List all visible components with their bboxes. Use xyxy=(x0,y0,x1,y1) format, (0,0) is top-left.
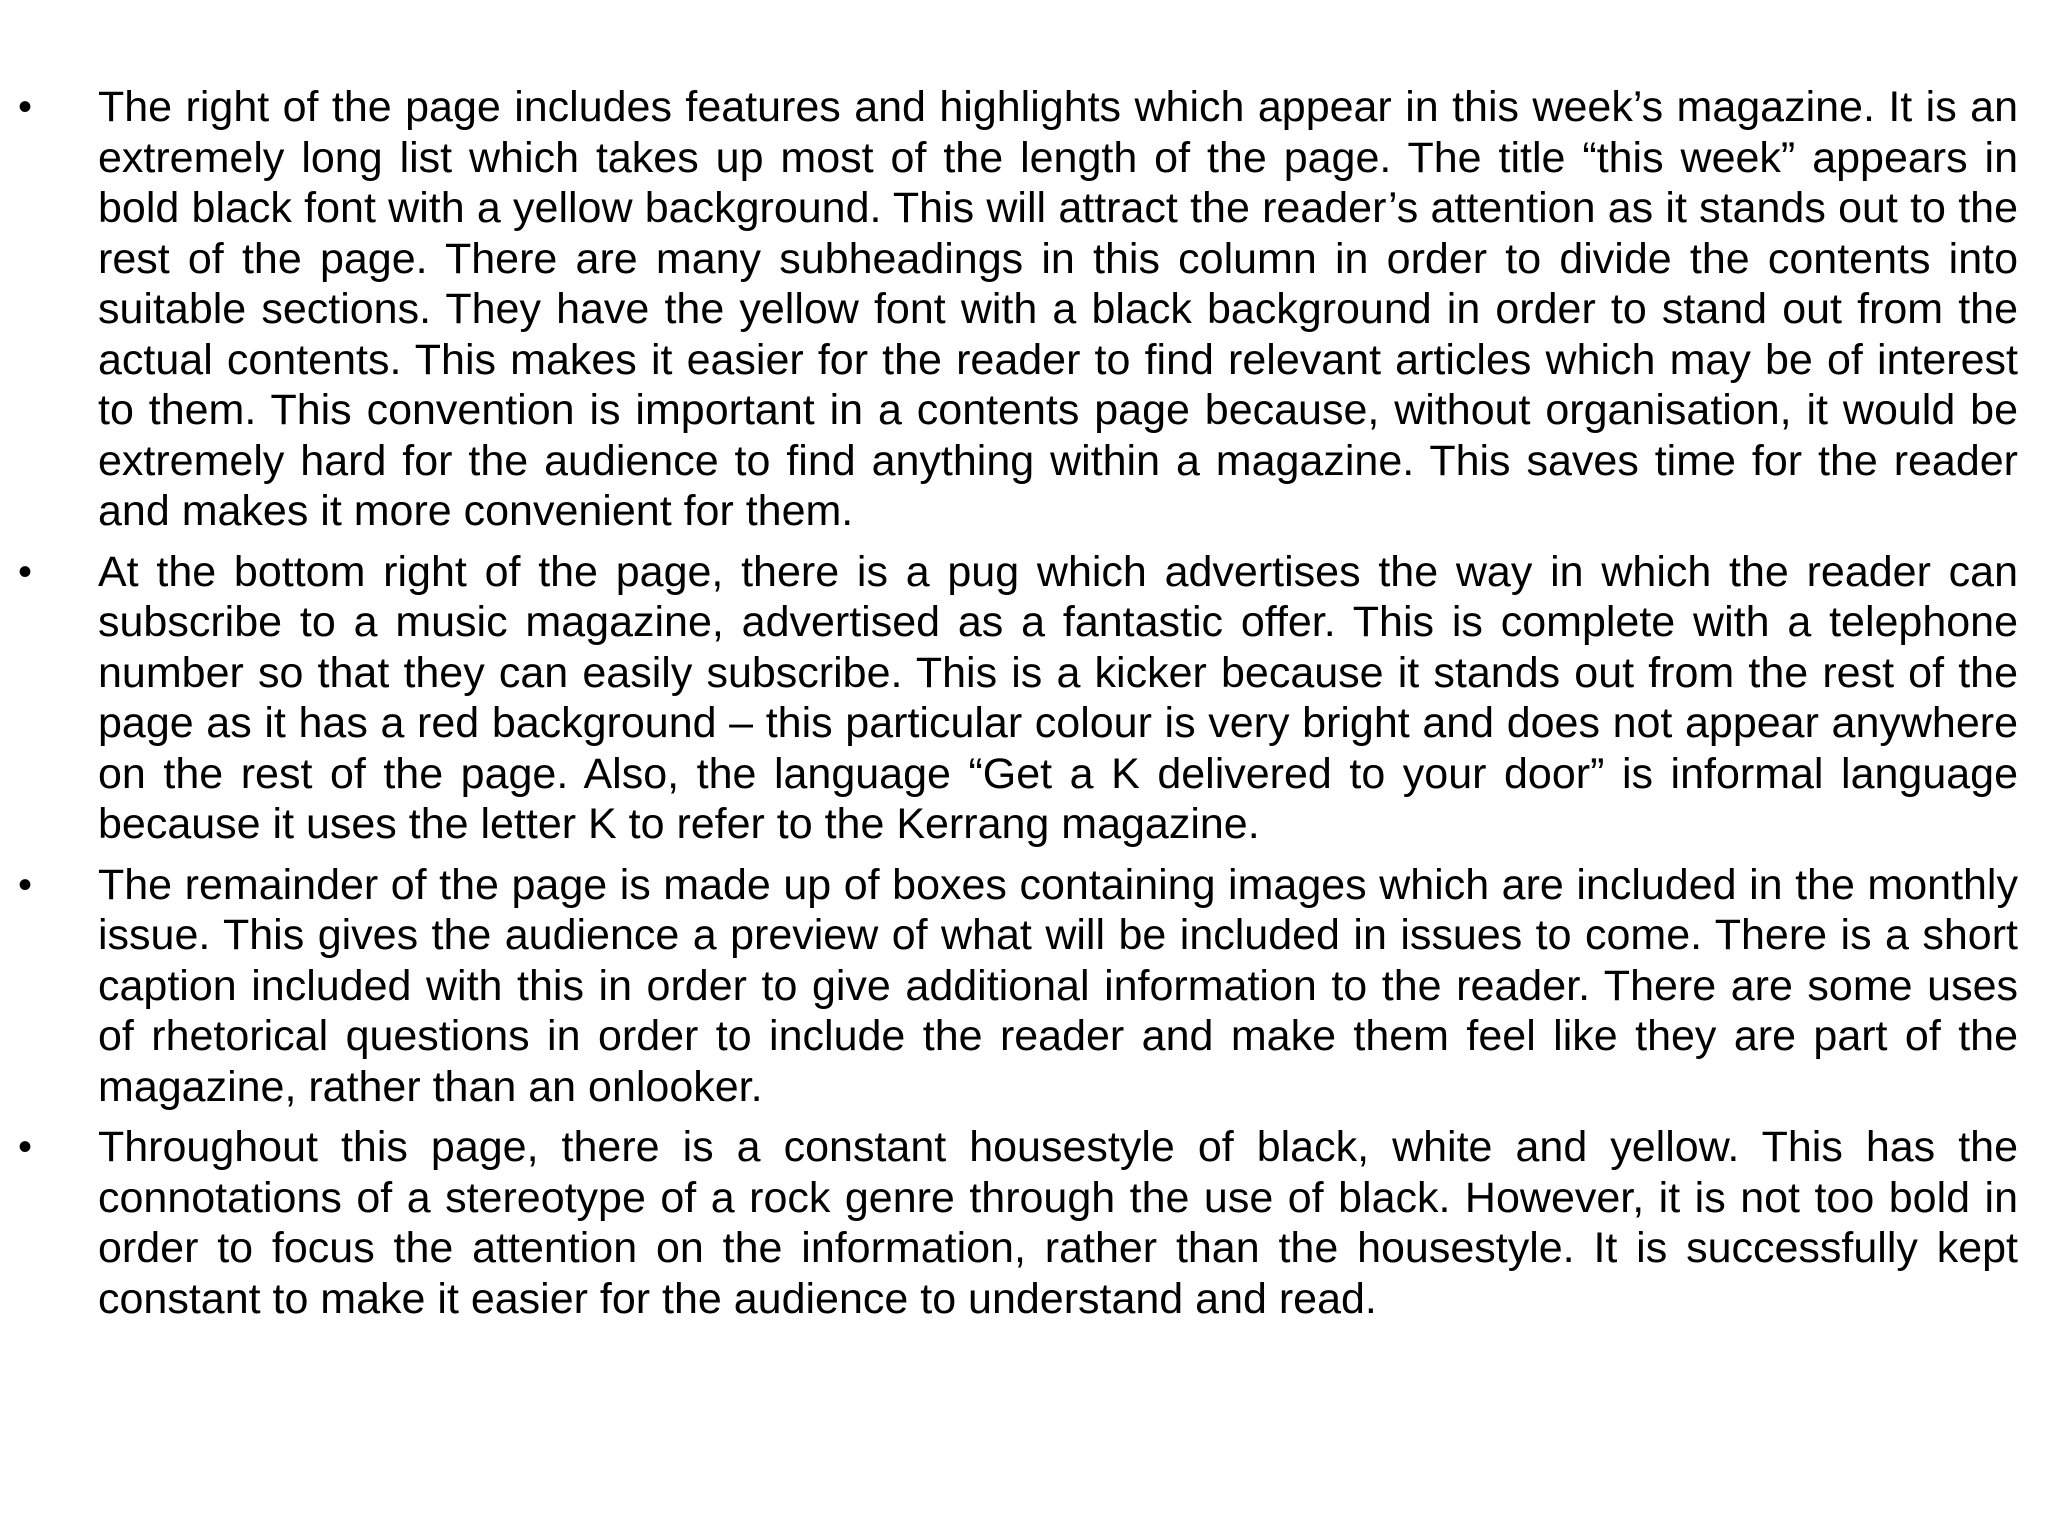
bullet-item-housestyle xyxy=(18,1122,2018,1324)
bullet-icon: • xyxy=(18,549,33,594)
bullet-text: The right of the page includes features and highlights which appear in this week’s magazine. It is an extremely long list which takes up most of the length of the page. The title “this week” appears in bold black font with a yellow background. This will attract the reader’s attention as it stands out to the rest of the page. There are many subheadings in this column in order to divide the contents into suitable sections. They have the yellow font with a black background in order to stand out from the actual contents. This makes it easier for the reader to find relevant articles which may be of interest to them. This convention is important in a contents page because, without organisation, it would be extremely hard for the audience to find anything within a magazine. This saves time for the reader and makes it more convenient for them. xyxy=(98,83,2018,535)
bullet-list xyxy=(18,82,2018,1334)
bullet-text: The remainder of the page is made up of boxes containing images which are included in the monthly issue. This gives the audience a preview of what will be included in issues to come. There is a short caption included with this in order to give additional information to the reader. There are some uses of rhetorical questions in order to include the reader and make them feel like they are part of the magazine, rather than an onlooker. xyxy=(98,860,2018,1111)
bullet-icon: • xyxy=(18,1125,33,1169)
bullet-item-subscription-pug xyxy=(18,547,2018,850)
bullet-icon: • xyxy=(18,862,33,907)
bullet-item-page-right-features xyxy=(18,82,2018,537)
bullet-text: At the bottom right of the page, there is a pug which advertises the way in which the reader can subscribe to a music magazine, advertised as a fantastic offer. This is complete with a telephone number so that they can easily subscribe. This is a kicker because it stands out from the rest of the page as it has a red background – this particular colour is very bright and does not appear anywhere on the rest of the page. Also, the language “Get a K delivered to your door” is informal language because it uses the letter K to refer to the Kerrang magazine. xyxy=(98,547,2018,848)
bullet-item-image-boxes xyxy=(18,860,2018,1113)
bullet-icon: • xyxy=(18,85,33,129)
bullet-text: Throughout this page, there is a constant housestyle of black, white and yellow. This has the connotations of a stereotype of a rock genre through the use of black. However, it is not too bold in order to focus the attention on the information, rather than the housestyle. It is successfully kept constant to make it easier for the audience to understand and read. xyxy=(98,1123,2018,1323)
